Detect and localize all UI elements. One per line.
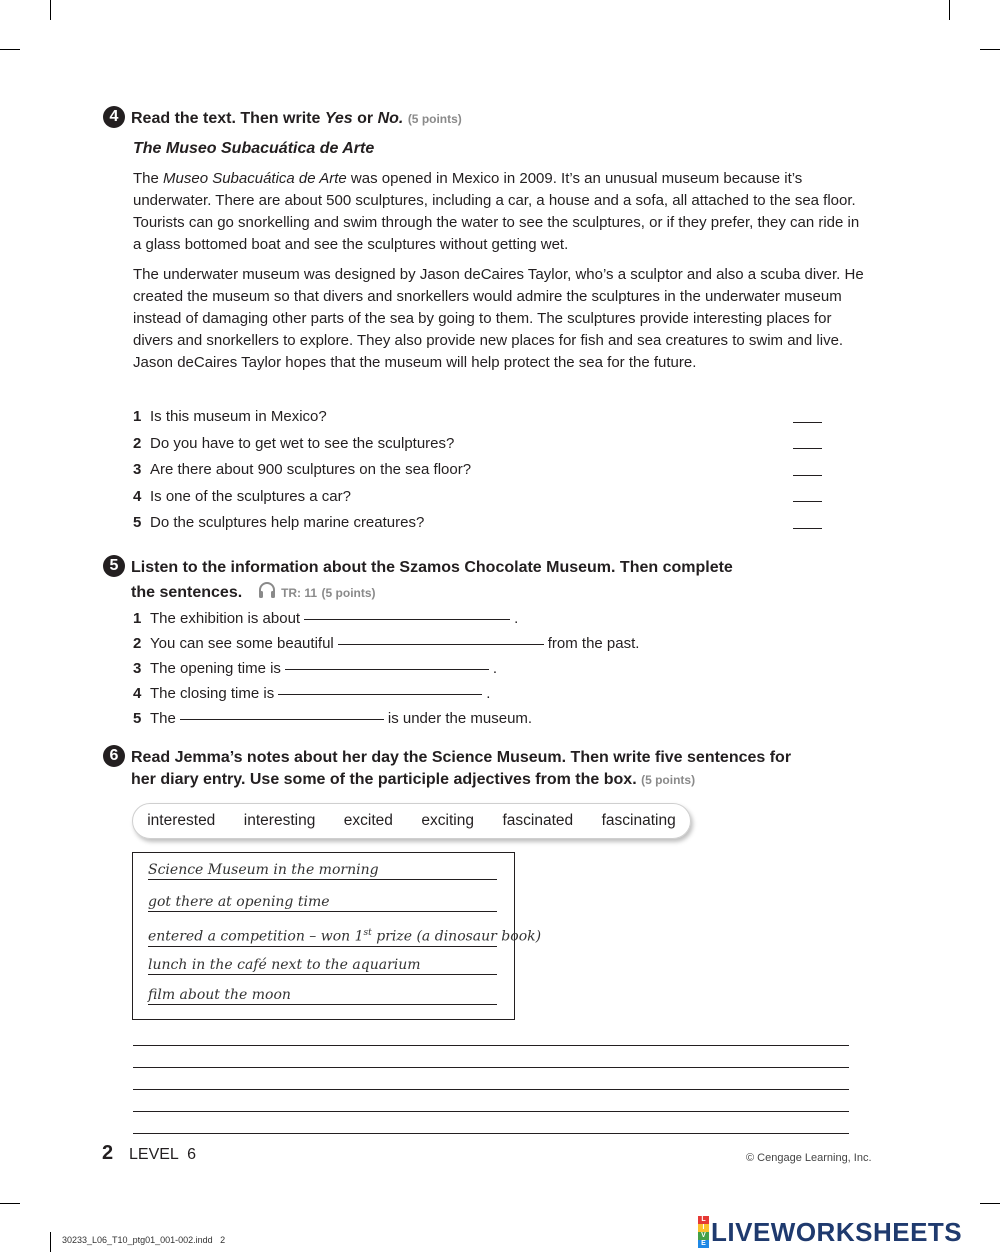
notes-box [132, 852, 542, 1020]
level-label: LEVEL 6 [129, 1146, 197, 1163]
section-6-points: (5 points) [641, 773, 696, 787]
badge-letter: V [698, 1232, 709, 1240]
writing-line-5[interactable] [133, 1133, 849, 1134]
section-6-instruction-line-2 [131, 767, 695, 793]
section-4-number: 4 [103, 106, 125, 128]
logo-wordmark: LIVEWORKSHEETS [711, 1217, 963, 1247]
sentence-2 [133, 634, 639, 654]
sentence-end: from the past. [547, 635, 640, 652]
copyright: © Cengage Learning, Inc. [746, 1152, 872, 1164]
sentence-number: 5 [133, 710, 142, 727]
sentence-end: . [492, 660, 498, 677]
word-fascinated: fascinated [502, 812, 574, 829]
writing-line-2[interactable] [133, 1067, 849, 1068]
question-text: Do you have to get wet to see the sculptures? [150, 435, 455, 452]
file-slug: 30233_L06_T10_ptg01_001-002.indd 2 [62, 1235, 226, 1245]
badge-letter: E [698, 1240, 709, 1248]
answer-line-4[interactable] [793, 501, 822, 502]
answer-line-5[interactable] [793, 528, 822, 529]
p1-rest: was opened in Mexico in 2009. It’s an unusual museum because it’s underwater. There are about 500 sculptures, including a car, a house and a sofa, all attached to the sea floor. Tourists can go snorkelling and swim through the water to see the sculptures, or if they prefer, they can ride in a glass bottomed boat and see the sculptures without getting wet. [133, 170, 860, 253]
section-5-instruction-line-2 [131, 580, 376, 607]
question-number: 2 [133, 435, 142, 452]
badge-letter: L [698, 1216, 709, 1224]
crop-mark [980, 49, 1000, 50]
writing-line-3[interactable] [133, 1089, 849, 1090]
crop-mark [980, 1203, 1000, 1204]
section-6-number: 6 [103, 745, 125, 767]
yes-word: Yes [324, 110, 353, 127]
sentence-5 [133, 709, 532, 729]
article-paragraph-1 [133, 168, 868, 256]
writing-line-4[interactable] [133, 1111, 849, 1112]
note-line-4: lunch in the café next to the aquarium [148, 956, 497, 975]
question-text: Is this museum in Mexico? [150, 408, 327, 425]
sentence-start: The [150, 710, 176, 727]
answer-line-2[interactable] [793, 448, 822, 449]
question-number: 1 [133, 408, 142, 425]
question-number: 5 [133, 514, 142, 531]
section-5-instruction-line-1: Listen to the information about the Szamos Chocolate Museum. Then complete [131, 559, 733, 576]
question-4 [133, 487, 351, 507]
sentence-number: 1 [133, 610, 142, 627]
note-3-tail: prize (a dinosaur book) [371, 928, 542, 945]
writing-line-1[interactable] [133, 1045, 849, 1046]
section-5-points: (5 points) [321, 586, 376, 600]
answer-line-1[interactable] [793, 422, 822, 423]
track-number: TR: 11 [281, 586, 318, 600]
article-title: The Museo Subacuática de Arte [133, 140, 375, 157]
blank-line[interactable] [278, 694, 482, 695]
liveworksheets-logo[interactable] [698, 1216, 962, 1248]
p1-museum-name: Museo Subacuática de Arte [163, 170, 347, 187]
blank-line[interactable] [304, 619, 510, 620]
question-text: Do the sculptures help marine creatures? [150, 514, 425, 531]
sentence-4 [133, 684, 490, 704]
note-line-2: got there at opening time [148, 893, 497, 912]
word-exciting: exciting [421, 812, 474, 829]
crop-mark [50, 0, 51, 20]
question-number: 4 [133, 488, 142, 505]
crop-mark [949, 0, 950, 20]
note-line-3 [148, 924, 542, 947]
crop-mark [50, 1232, 51, 1252]
sentence-1 [133, 609, 518, 629]
question-2 [133, 434, 454, 454]
instruction-text: her diary entry. Use some of the participle adjectives from the box. [131, 771, 637, 788]
no-word: No. [377, 110, 404, 127]
article-paragraph-2: The underwater museum was designed by Jason deCaires Taylor, who’s a sculptor and also a scuba diver. He created the museum so that divers and snorkellers would admire the sculptures in the underwater museum instead of damaging other parts of the sea by going to them. The sculptures provide interesting places for divers and snorkellers to explore. They also provide new places for fish and sea creatures to swim and live. Jason deCaires Taylor hopes that the museum will help protect the sea for the future. [133, 266, 864, 371]
note-line-1: Science Museum in the morning [148, 861, 497, 880]
word-box [132, 803, 691, 839]
word-fascinating: fascinating [601, 812, 676, 829]
sentence-end: is under the museum. [387, 710, 533, 727]
blank-line[interactable] [285, 669, 489, 670]
question-3 [133, 460, 471, 480]
blank-line[interactable] [338, 644, 544, 645]
logo-badge-icon [698, 1216, 709, 1248]
note-3-superscript: st [363, 928, 372, 938]
section-6-instruction-line-1: Read Jemma’s notes about her day the Science Museum. Then write five sentences for [131, 749, 792, 766]
sentence-start: You can see some beautiful [150, 635, 334, 652]
sentence-number: 3 [133, 660, 142, 677]
note-line-5: film about the moon [148, 986, 497, 1005]
word-interested: interested [147, 812, 216, 829]
p1-start: The [133, 170, 164, 187]
question-number: 3 [133, 461, 142, 478]
question-5 [133, 513, 424, 533]
headphones-icon [257, 581, 277, 607]
badge-letter: I [698, 1224, 709, 1232]
instruction-text: the sentences. [131, 584, 243, 601]
sentence-start: The closing time is [150, 685, 275, 702]
page-number: 2 [102, 1142, 114, 1164]
question-text: Is one of the sculptures a car? [150, 488, 351, 505]
crop-mark [0, 49, 20, 50]
question-text: Are there about 900 sculptures on the sea floor? [150, 461, 472, 478]
note-3-text: entered a competition – won 1 [148, 928, 364, 945]
word-excited: excited [343, 812, 393, 829]
sentence-start: The exhibition is about [150, 610, 301, 627]
sentence-number: 2 [133, 635, 142, 652]
section-4-instruction [131, 106, 462, 132]
section-5-number: 5 [103, 555, 125, 577]
section-4-points: (5 points) [407, 112, 462, 126]
sentence-end: . [486, 685, 491, 702]
sentence-3 [133, 659, 497, 679]
blank-line[interactable] [180, 719, 384, 720]
word-interesting: interesting [243, 812, 316, 829]
sentence-number: 4 [133, 685, 142, 702]
instruction-text: Read the text. Then write [131, 110, 325, 127]
sentence-start: The opening time is [150, 660, 281, 677]
answer-line-3[interactable] [793, 475, 822, 476]
question-1 [133, 407, 327, 427]
crop-mark [0, 1203, 20, 1204]
sentence-end: . [514, 610, 519, 627]
or-word: or [352, 110, 378, 127]
